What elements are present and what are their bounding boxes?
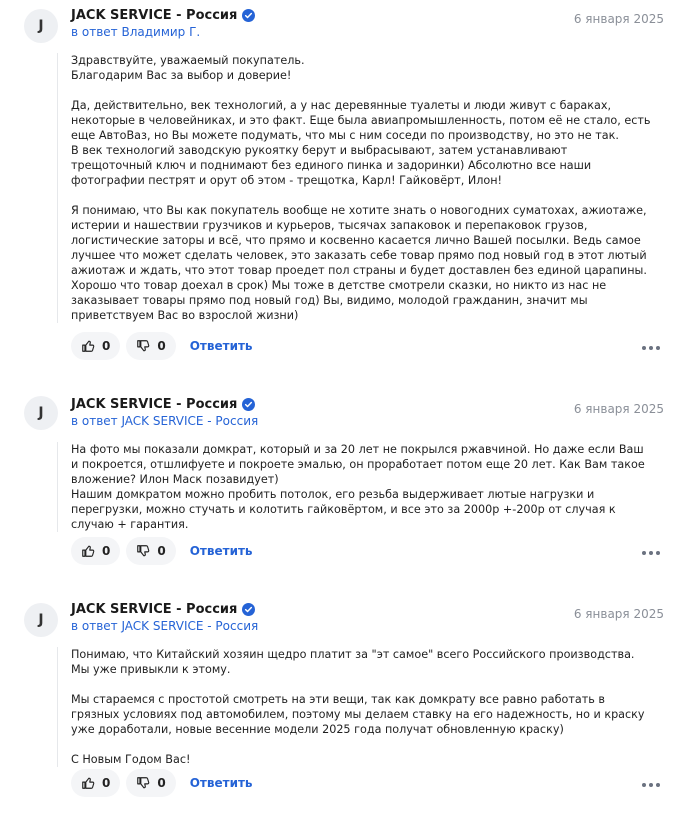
comment-actions [71, 332, 253, 360]
thumb-down-icon [136, 544, 150, 558]
comment-paragraph: Мы стараемся с простотой смотреть на эти вещи, так как домкрату все равно работать в грязных условиях под автомобилем, поэтому мы делаем ставку на его надежность, но и краску уже доработали, новые весенние модели 2025 года получат обновленную краску) [71, 693, 645, 736]
thumb-down-icon [136, 339, 150, 353]
comment-paragraph: С Новым Годом Вас! [71, 753, 191, 766]
comment-body [57, 442, 651, 532]
dislike-button[interactable] [126, 769, 175, 797]
like-count: 0 [102, 544, 111, 558]
comment-paragraph: На фото мы показали домкрат, который и за 20 лет не покрылся ржавчиной. Но даже если Ваш и покроется, отшлифуете и покроете эмалью, он проработает потом еще 20 лет. Как Вам такое вложение? Илон Маск позавидует) Нашим домкратом можно пробить потолок, его резьба выдерживает лютые нагрузки и перегрузки, можно стучать и колотить гайковёртом, и все это за 2000р +-200р от случая к случаю + гарантия. [71, 443, 645, 531]
thumb-up-icon [81, 776, 95, 790]
thumb-up-icon [81, 544, 95, 558]
author-name[interactable] [71, 397, 255, 412]
comment-body [57, 53, 651, 323]
reply-to-link[interactable]: в ответ JACK SERVICE - Россия [71, 414, 259, 428]
verified-badge-icon [242, 603, 255, 616]
reply-to-link[interactable]: в ответ Владимир Г. [71, 25, 201, 39]
avatar[interactable]: J [24, 603, 58, 637]
dislike-button[interactable] [126, 537, 175, 565]
comment-body [57, 647, 651, 767]
like-button[interactable] [71, 537, 120, 565]
verified-badge-icon [242, 398, 255, 411]
dislike-count: 0 [157, 339, 166, 353]
avatar[interactable]: J [24, 9, 58, 43]
dislike-button[interactable] [126, 332, 175, 360]
like-button[interactable] [71, 769, 120, 797]
comment-date: 6 января 2025 [573, 12, 664, 26]
reply-to-link[interactable]: в ответ JACK SERVICE - Россия [71, 619, 259, 633]
comment [0, 378, 700, 583]
like-count: 0 [102, 776, 111, 790]
thumb-down-icon [136, 776, 150, 790]
comment-paragraph: Понимаю, что Китайский хозяин щедро платит за "эт самое" всего Российского производства. Мы уже привыкли к этому. [71, 648, 635, 676]
author-name-text[interactable]: JACK SERVICE - Россия [71, 8, 238, 23]
thumb-up-icon [81, 339, 95, 353]
dislike-count: 0 [157, 776, 166, 790]
author-name[interactable] [71, 602, 255, 617]
more-dots-icon[interactable] [642, 551, 660, 555]
comment-paragraph: Я понимаю, что Вы как покупатель вообще не хотите знать о новогодних суматохах, ажиотаже, истерии и нашествии грузчиков и курьеров, тысячах запаковок и перепаковок грузов, логистические заторы и всё, что прямо и косвенно касается лично Вашей посылки. Ведь самое лучшее что может сделать человек, это заказать себе товар прямо под новый год в этот лютый ажиотаж и ждать, что этот товар проедет пол страны и будет доставлен без единой царапины. Хорошо что товар доехал в срок) Мы тоже в детстве смотрели сказки, но никто из нас не заказывает товары прямо под новый год) Вы, видимо, молодой гражданин, значит мы приветствуем Вас во взрослой жизни) [71, 204, 647, 322]
reply-button[interactable]: Ответить [189, 339, 253, 353]
comment-actions [71, 537, 253, 565]
author-name[interactable] [71, 8, 255, 23]
author-name-text[interactable]: JACK SERVICE - Россия [71, 602, 238, 617]
comment-date: 6 января 2025 [573, 402, 664, 416]
comment-paragraph: Да, действительно, век технологий, а у нас деревянные туалеты и люди живут с бараках, некоторые в человейниках, и это факт. Еще была авиапромышленность, потом её не стало, есть еще АвтоВаз, но Вы можете подумать, что мы с ним соседи по производству, но это не так. В век технологий заводскую рукоятку берут и выбрасывают, затем устанавливают трещоточный ключ и поднимают без единого пинка и задоринки) Абсолютно все наши фотографии пестрят и орут об этом - трещотка, Карл! Гайковёрт, Илон! [71, 99, 651, 187]
verified-badge-icon [242, 9, 255, 22]
like-count: 0 [102, 339, 111, 353]
author-name-text[interactable]: JACK SERVICE - Россия [71, 397, 238, 412]
reply-button[interactable]: Ответить [189, 544, 253, 558]
like-button[interactable] [71, 332, 120, 360]
comment-actions [71, 769, 253, 797]
dislike-count: 0 [157, 544, 166, 558]
comment-paragraph: Здравствуйте, уважаемый покупатель. Благодарим Вас за выбор и доверие! [71, 54, 305, 82]
comment [0, 0, 700, 378]
more-dots-icon[interactable] [642, 783, 660, 787]
more-dots-icon[interactable] [642, 346, 660, 350]
comment-date: 6 января 2025 [573, 607, 664, 621]
comment [0, 583, 700, 815]
reply-button[interactable]: Ответить [189, 776, 253, 790]
avatar[interactable]: J [24, 396, 58, 430]
